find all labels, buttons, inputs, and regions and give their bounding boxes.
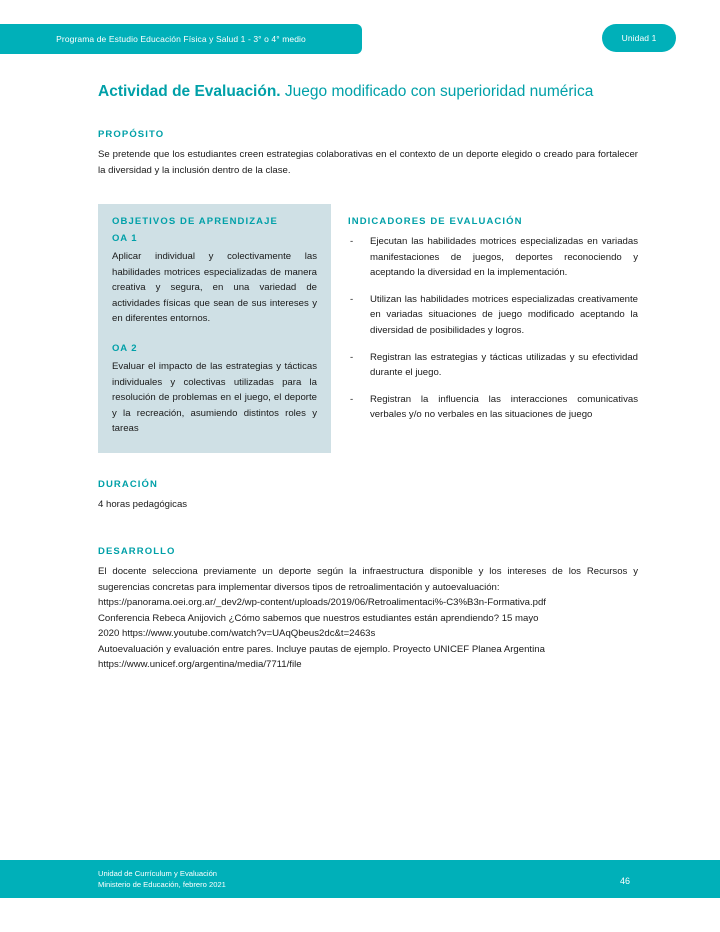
oa2-text: Evaluar el impacto de las estrategias y tácticas individuales y colectivas utilizadas para la resolución de problemas en el juego, el deporte y la recreación, asumiendo distintos roles y tareas xyxy=(112,360,317,435)
list-marker: - xyxy=(350,393,354,405)
footer-credits xyxy=(98,868,226,890)
list-item xyxy=(348,350,638,381)
list-item-text: Registran las estrategias y tácticas utilizadas y su efectividad durante el juego. xyxy=(370,351,638,379)
page-number: 46 xyxy=(619,876,630,886)
oa1-text: Aplicar individual y colectivamente las habilidades motrices especializadas de manera creativa y segura, en una variedad de actividades físicas que sean de sus intereses y en diferentes entornos. xyxy=(112,251,317,325)
page-title-bold: Actividad de Evaluación. xyxy=(98,83,281,100)
development-line: Conferencia Rebeca Anijovich ¿Cómo sabemos que nuestros estudiantes están aprendiendo? 15 mayo xyxy=(98,612,539,624)
list-marker: - xyxy=(350,236,354,248)
oa1-code: OA 1 xyxy=(112,233,138,245)
purpose-text: Se pretende que los estudiantes creen estrategias colaborativas en el contexto de un deporte elegido o creado para fortalecer la diversidad y la inclusión dentro de la clase. xyxy=(98,149,638,176)
oa2-code: OA 2 xyxy=(112,342,138,354)
development-line: Autoevaluación y evaluación entre pares. Incluye pautas de ejemplo. Proyecto UNICEF Planea Argentina xyxy=(98,643,545,655)
unit-badge xyxy=(602,24,676,52)
list-item-text: Ejecutan las habilidades motrices especializadas en variadas manifestaciones de juegos, deportes reconociendo y aceptando la diversidad en la implementación. xyxy=(370,236,638,279)
development-line: El docente selecciona previamente un deporte según la infraestructura disponible y los intereses de los Recursos y sugerencias concretas para implementar diversos tipos de retroalimentación y autoevaluación: xyxy=(98,566,638,593)
header-banner-text: Programa de Estudio Educación Física y Salud 1 - 3° o 4° medio xyxy=(56,34,306,44)
development-link: https://panorama.oei.org.ar/_dev2/wp-content/uploads/2019/06/Retroalimentaci%-C3%B3n-Formativa.pdf xyxy=(98,597,546,609)
footer-line-1: Unidad de Currículum y Evaluación xyxy=(98,869,218,878)
list-item-text: Utilizan las habilidades motrices especializadas creativamente en variadas situaciones de juego modificado aceptando la diversidad de posibilidades y logros. xyxy=(370,293,638,336)
list-marker: - xyxy=(350,351,354,363)
development-link: 2020 https://www.youtube.com/watch?v=UAqQbeus2dc&t=2463s xyxy=(98,628,376,640)
header-banner xyxy=(0,24,362,54)
section-duration xyxy=(98,479,638,513)
indicators-panel xyxy=(348,204,638,422)
document-content xyxy=(98,80,638,673)
purpose-label: PROPÓSITO xyxy=(98,129,165,141)
objectives-indicators-row xyxy=(98,204,638,452)
development-label: DESARROLLO xyxy=(98,546,176,558)
list-item xyxy=(348,292,638,339)
objectives-label: OBJETIVOS DE APRENDIZAJE xyxy=(112,216,278,228)
page-title-rest: Juego modificado con superioridad numérica xyxy=(280,83,594,100)
unit-badge-label: Unidad 1 xyxy=(621,33,657,43)
section-development xyxy=(98,546,638,673)
indicators-label: INDICADORES DE EVALUACIÓN xyxy=(348,216,523,228)
duration-text: 4 horas pedagógicas xyxy=(98,498,188,510)
section-purpose xyxy=(98,129,638,178)
indicators-list xyxy=(348,234,638,422)
footer-line-2: Ministerio de Educación, febrero 2021 xyxy=(98,880,226,889)
list-marker: - xyxy=(350,293,354,305)
list-item-text: Registran la influencia las interacciones comunicativas verbales y/o no verbales en las situaciones de juego xyxy=(370,393,638,421)
duration-label: DURACIÓN xyxy=(98,478,158,490)
development-link: https://www.unicef.org/argentina/media/7711/file xyxy=(98,659,302,671)
page-title xyxy=(98,80,638,103)
list-item xyxy=(348,234,638,281)
list-item xyxy=(348,392,638,423)
objectives-panel xyxy=(98,204,331,452)
